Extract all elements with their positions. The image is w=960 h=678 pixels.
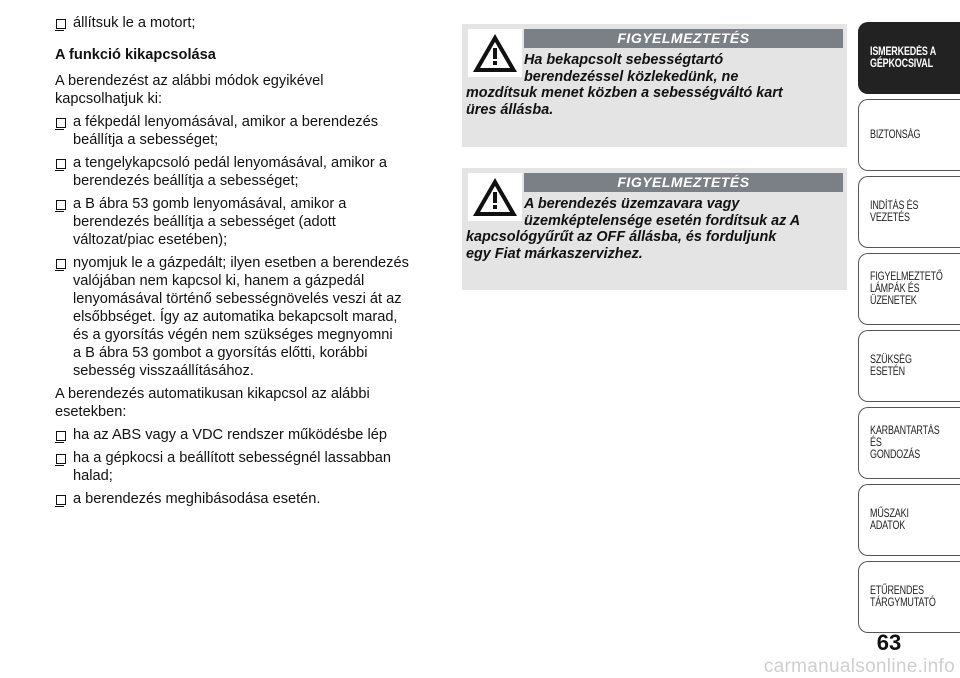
tab-label: INDÍTÁS ÉS VEZETÉS <box>870 200 919 224</box>
list-item <box>55 113 447 149</box>
list-item <box>55 490 447 508</box>
tab-karbantartas[interactable] <box>858 407 960 479</box>
tab-targymutato[interactable] <box>858 561 960 633</box>
checkbox-bullet-icon <box>56 118 66 128</box>
tab-label: FIGYELMEZTETŐ LÁMPÁK ÉS ÜZENETEK <box>870 271 943 307</box>
main-text-column <box>55 14 447 513</box>
list-item-text: a berendezés meghibásodása esetén. <box>73 491 321 507</box>
tab-ismerkedes[interactable] <box>858 22 960 94</box>
page-number: 63 <box>876 630 902 655</box>
checkbox-bullet-icon <box>56 159 66 169</box>
warning-text-indented: Ha bekapcsolt sebességtartó berendezéssel közlekedünk, ne <box>524 52 739 85</box>
checkbox-bullet-icon <box>56 495 66 505</box>
checkbox-bullet-icon <box>56 200 66 210</box>
list-item <box>55 154 447 190</box>
tab-biztonsag[interactable] <box>858 99 960 171</box>
tab-figyelmezteto[interactable] <box>858 253 960 325</box>
intro-paragraph: A berendezést az alábbi módok egyikével kapcsolhatjuk ki: <box>55 73 324 107</box>
watermark: carmanualsonline.info <box>763 656 955 677</box>
tab-label: ISMERKEDÉS A GÉPKOCSIVAL <box>870 46 937 70</box>
warning-box-1 <box>462 24 847 147</box>
deactivation-list <box>55 113 447 380</box>
checkbox-bullet-icon <box>56 454 66 464</box>
warning-title: FIGYELMEZTETÉS <box>524 173 843 192</box>
list-item-text: ha az ABS vagy a VDC rendszer működésbe lép <box>73 427 387 443</box>
tab-szukseg[interactable] <box>858 330 960 402</box>
tab-inditas[interactable] <box>858 176 960 248</box>
section-heading: A funkció kikapcsolása <box>55 47 216 63</box>
list-item <box>55 254 447 380</box>
list-item <box>55 449 447 485</box>
list-item-text: nyomjuk le a gázpedált; ilyen esetben a berendezés valójában nem kapcsol ki, hanem a gázpedál lenyomásával történő sebességnövelés veszi át az elsőbbséget. Így az automatika bekapcsolt marad, és a gyorsítás végén nem szükséges megnyomni a B ábra 53 gombot a gyorsítás előtti, korábbi sebesség visszaállításához. <box>73 255 409 379</box>
warning-text-full: mozdítsuk menet közben a sebességváltó kart üres állásba. <box>466 85 783 118</box>
checkbox-bullet-icon <box>56 19 66 29</box>
checkbox-bullet-icon <box>56 431 66 441</box>
tab-label: KARBANTARTÁS ÉS GONDOZÁS <box>870 425 940 461</box>
list-item-text: állítsuk le a motort; <box>73 15 196 31</box>
tab-label: ETŰRENDES TÁRGYMUTATÓ <box>870 585 936 609</box>
warning-box-2 <box>462 168 847 290</box>
warning-triangle-icon <box>468 173 522 221</box>
warning-triangle-icon <box>468 29 522 77</box>
auto-off-list <box>55 426 447 508</box>
list-item-text: a B ábra 53 gomb lenyomásával, amikor a berendezés beállítja a sebességet (adott változat/piac esetében); <box>73 196 347 248</box>
warning-text-indented: A berendezés üzemzavara vagy üzemképtelensége esetén fordítsuk az A <box>524 196 801 229</box>
warning-title: FIGYELMEZTETÉS <box>524 29 843 48</box>
tab-label: BIZTONSÁG <box>870 129 921 141</box>
checkbox-bullet-icon <box>56 259 66 269</box>
list-item <box>55 14 447 32</box>
chapter-tabs <box>858 22 960 638</box>
list-item <box>55 195 447 249</box>
list-item-text: ha a gépkocsi a beállított sebességnél lassabban halad; <box>73 450 392 484</box>
tab-muszaki[interactable] <box>858 484 960 556</box>
tab-label: SZÜKSÉG ESETÉN <box>870 354 912 378</box>
warning-text-full: kapcsológyűrűt az OFF állásba, és forduljunk egy Fiat márkaszervizhez. <box>466 229 777 262</box>
list-item-text: a tengelykapcsoló pedál lenyomásával, amikor a berendezés beállítja a sebességet; <box>73 155 387 189</box>
list-item-text: a fékpedál lenyomásával, amikor a berendezés beállítja a sebességet; <box>73 114 379 148</box>
auto-off-paragraph: A berendezés automatikusan kikapcsol az alábbi esetekben: <box>55 386 370 420</box>
tab-label: MŰSZAKI ADATOK <box>870 508 909 532</box>
list-item <box>55 426 447 444</box>
